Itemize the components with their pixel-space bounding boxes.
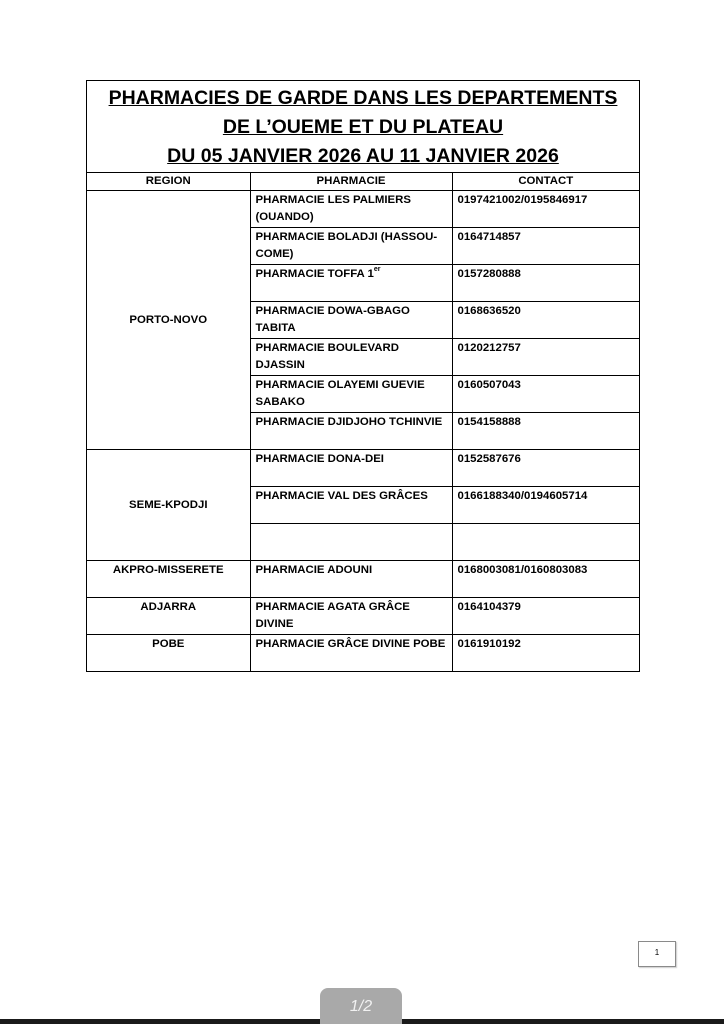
region-pobe: POBE <box>87 635 250 672</box>
pharmacy-name: PHARMACIE AGATA GRÂCE DIVINE <box>250 598 452 635</box>
title-line-3: DU 05 JANVIER 2026 AU 11 JANVIER 2026 <box>167 145 559 167</box>
pharmacy-name: PHARMACIE BOLADJI (HASSOU-COME) <box>250 228 452 265</box>
pharmacy-name: PHARMACIE DJIDJOHO TCHINVIE <box>250 413 452 450</box>
pharmacy-name: PHARMACIE BOULEVARD DJASSIN <box>250 339 452 376</box>
pharmacy-contact: 0120212757 <box>452 339 639 376</box>
region-seme-kpodji: SEME-KPODJI <box>87 450 250 561</box>
region-akpro-misserete: AKPRO-MISSERETE <box>87 561 250 598</box>
region-adjarra: ADJARRA <box>87 598 250 635</box>
table-row <box>87 561 639 598</box>
pharmacy-contact: 0168636520 <box>452 302 639 339</box>
pharmacy-contact: 0160507043 <box>452 376 639 413</box>
pharmacy-name: PHARMACIE OLAYEMI GUEVIE SABAKO <box>250 376 452 413</box>
title-line-1: PHARMACIES DE GARDE DANS LES DEPARTEMENTS <box>108 87 618 109</box>
pharmacy-name: PHARMACIE DONA-DEI <box>250 450 452 487</box>
table-header-row <box>87 173 639 191</box>
pharmacy-name-empty <box>250 524 452 561</box>
table-row <box>87 635 639 672</box>
page-indicator[interactable]: 1/2 <box>320 988 402 1024</box>
pharmacy-contact: 0166188340/0194605714 <box>452 487 639 524</box>
pharmacy-contact: 0164104379 <box>452 598 639 635</box>
pharmacy-contact: 0157280888 <box>452 265 639 302</box>
header-contact: CONTACT <box>452 173 639 191</box>
document-title <box>87 81 639 173</box>
ordinal-suffix: er <box>373 266 381 273</box>
title-line-2: DE L’OUEME ET DU PLATEAU <box>222 116 504 138</box>
pharmacy-name: PHARMACIE ADOUNI <box>250 561 452 598</box>
pharmacy-contact: 0164714857 <box>452 228 639 265</box>
pharmacy-contact: 0152587676 <box>452 450 639 487</box>
pharmacy-contact: 0197421002/0195846917 <box>452 191 639 228</box>
pharmacy-name: PHARMACIE DOWA-GBAGO TABITA <box>250 302 452 339</box>
table-row <box>87 191 639 228</box>
region-porto-novo: PORTO-NOVO <box>87 191 250 450</box>
header-pharmacie: PHARMACIE <box>250 173 452 191</box>
pharmacy-contact: 0161910192 <box>452 635 639 672</box>
pharmacy-name: PHARMACIE TOFFA 1 <box>255 268 374 280</box>
pharmacy-contact-empty <box>452 524 639 561</box>
pharmacy-table <box>87 173 639 671</box>
page-number-box: 1 <box>638 941 676 967</box>
table-row <box>87 450 639 487</box>
pharmacy-name: PHARMACIE GRÂCE DIVINE POBE <box>250 635 452 672</box>
header-region: REGION <box>87 173 250 191</box>
pharmacy-contact: 0154158888 <box>452 413 639 450</box>
pharmacy-name: PHARMACIE VAL DES GRÂCES <box>250 487 452 524</box>
table-row <box>87 598 639 635</box>
pharmacy-name: PHARMACIE LES PALMIERS (OUANDO) <box>250 191 452 228</box>
pharmacy-contact: 0168003081/0160803083 <box>452 561 639 598</box>
pharmacy-schedule-document <box>86 80 640 672</box>
pharmacy-name-cell <box>250 265 452 302</box>
